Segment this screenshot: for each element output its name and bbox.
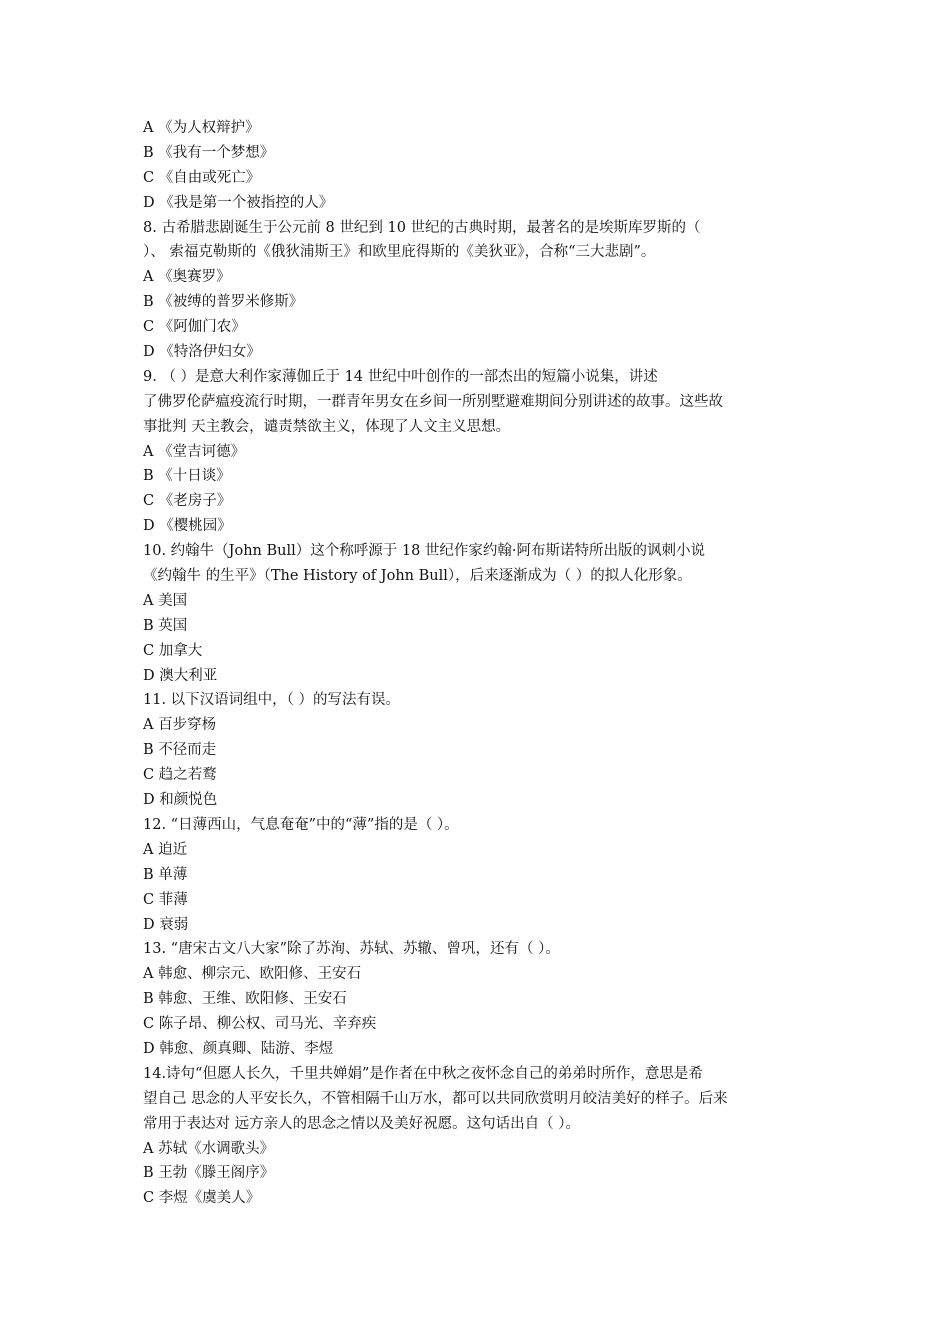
option-line: A 苏轼《水调歌头》 bbox=[143, 1140, 275, 1157]
question-line: 14.诗句“但愿人长久，千里共婵娟”是作者在中秋之夜怀念自己的弟弟时所作，意思是希 bbox=[143, 1065, 703, 1082]
option-line: B 英国 bbox=[143, 617, 188, 634]
option-line: A 百步穿杨 bbox=[143, 717, 217, 734]
option-line: C 陈子昂、柳公权、司马光、辛弃疾 bbox=[143, 1016, 377, 1033]
question-line: 《约翰牛 的生平》（The History of John Bull），后来逐渐成为（ ）的拟人化形象。 bbox=[143, 568, 692, 585]
option-line: B 不径而走 bbox=[143, 742, 217, 759]
option-line: A 《堂吉诃德》 bbox=[143, 443, 246, 460]
option-line: D 《我是第一个被指控的人》 bbox=[143, 194, 334, 211]
question-line: 事批判 天主教会，谴责禁欲主义，体现了人文主义思想。 bbox=[143, 418, 511, 435]
option-line: C 《阿伽门农》 bbox=[143, 319, 246, 336]
question-line: 9. （ ）是意大利作家薄伽丘于 14 世纪中叶创作的一部杰出的短篇小说集，讲述 bbox=[143, 368, 658, 385]
option-line: A 《为人权辩护》 bbox=[143, 120, 260, 136]
question-line: 8. 古希腊悲剧诞生于公元前 8 世纪到 10 世纪的古典时期，最著名的是埃斯库罗斯的（ bbox=[143, 219, 701, 236]
option-line: A 韩愈、柳宗元、欧阳修、王安石 bbox=[143, 966, 362, 983]
question-line: 望自己 思念的人平安长久，不管相隔千山万水，都可以共同欣赏明月皎洁美好的样子。后来 bbox=[143, 1090, 728, 1107]
question-line: 10. 约翰牛（John Bull）这个称呼源于 18 世纪作家约翰·阿布斯诺特所出版的讽刺小说 bbox=[143, 543, 706, 560]
option-line: C 趋之若鹜 bbox=[143, 767, 217, 784]
option-line: D 澳大利亚 bbox=[143, 667, 218, 684]
option-line: C 《自由或死亡》 bbox=[143, 169, 261, 186]
option-line: C 菲薄 bbox=[143, 891, 188, 908]
option-line: D 韩愈、颜真卿、陆游、李煜 bbox=[143, 1040, 334, 1057]
option-line: D 和颜悦色 bbox=[143, 792, 218, 809]
question-line: 12. “日薄西山，气息奄奄”中的“薄”指的是（ ）。 bbox=[143, 816, 459, 833]
option-line: B 《被缚的普罗米修斯》 bbox=[143, 294, 304, 311]
option-line: C 李煜《虞美人》 bbox=[143, 1190, 261, 1207]
option-line: B 《十日谈》 bbox=[143, 468, 231, 485]
option-line: D 《樱桃园》 bbox=[143, 518, 232, 535]
question-line: ）、 索福克勒斯的《俄狄浦斯王》和欧里庇得斯的《美狄亚》，合称“三大悲剧”。 bbox=[143, 244, 656, 261]
question-line: 常用于表达对 远方亲人的思念之情以及美好祝愿。这句话出自（ ）。 bbox=[143, 1115, 580, 1132]
option-line: A 《奥赛罗》 bbox=[143, 269, 231, 286]
option-line: A 美国 bbox=[143, 592, 188, 609]
option-line: C 加拿大 bbox=[143, 642, 203, 659]
option-line: A 迫近 bbox=[143, 841, 188, 858]
option-line: B 王勃《滕王阁序》 bbox=[143, 1165, 275, 1182]
question-line: 11. 以下汉语词组中，（ ）的写法有误。 bbox=[143, 692, 401, 709]
question-line: 了佛罗伦萨瘟疫流行时期，一群青年男女在乡间一所别墅避难期间分别讲述的故事。这些故 bbox=[143, 393, 723, 410]
question-line: 13. “唐宋古文八大家”除了苏洵、苏轼、苏辙、曾巩，还有（ ）。 bbox=[143, 941, 560, 958]
option-line: B 《我有一个梦想》 bbox=[143, 144, 275, 161]
option-line: B 单薄 bbox=[143, 866, 188, 883]
option-line: C 《老房子》 bbox=[143, 493, 232, 510]
option-line: D 《特洛伊妇女》 bbox=[143, 344, 261, 361]
option-line: B 韩愈、王维、欧阳修、王安石 bbox=[143, 991, 347, 1008]
option-line: D 衰弱 bbox=[143, 916, 189, 933]
document-page bbox=[143, 116, 815, 1211]
